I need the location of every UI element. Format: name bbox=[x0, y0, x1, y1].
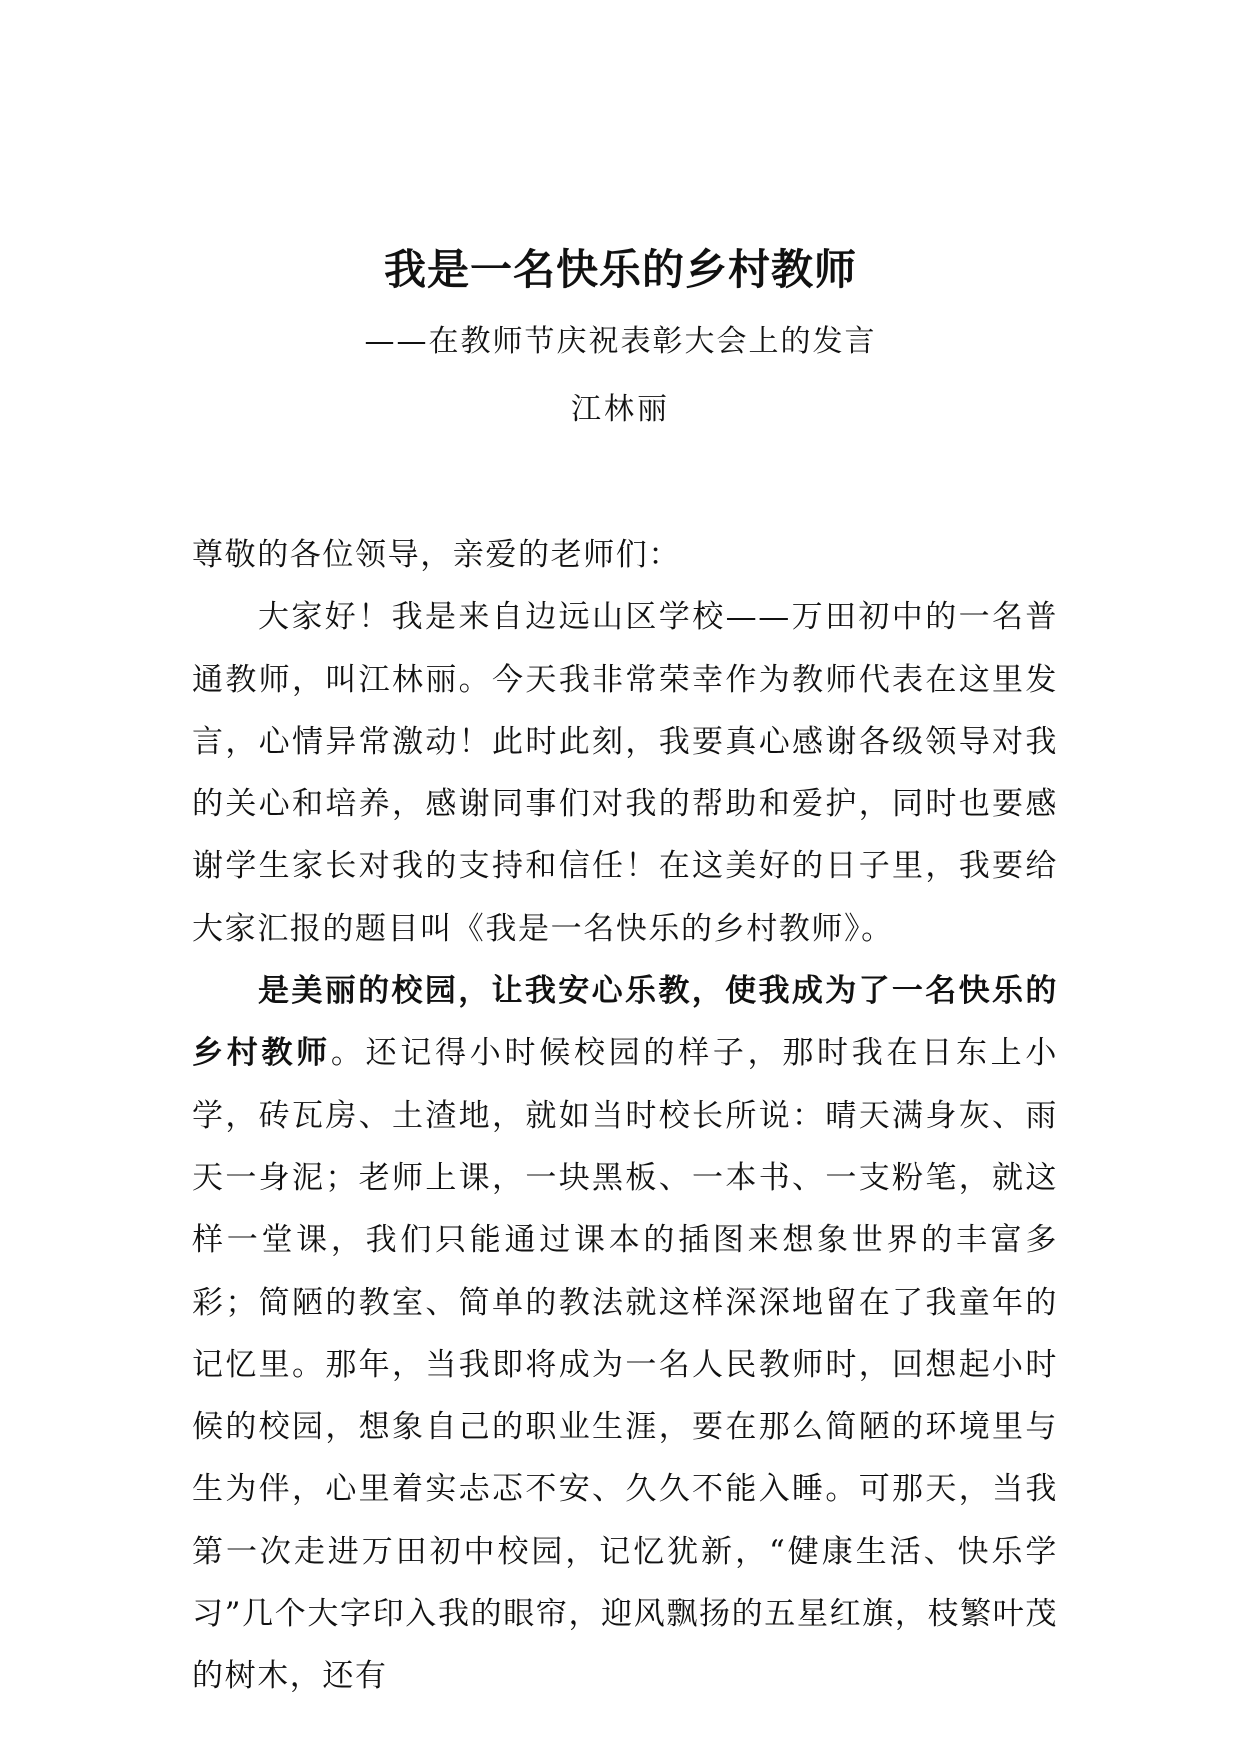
paragraph-greeting: 大家好！我是来自边远山区学校——万田初中的一名普通教师，叫江林丽。今天我非常荣幸作为教师代表在这里发言，心情异常激动！此时此刻，我要真心感谢各级领导对我的关心和培养，感谢同事们对我的帮助和爱护，同时也要感谢学生家长对我的支持和信任！在这美好的日子里，我要给大家汇报的题目叫《我是一名快乐的乡村教师》。 bbox=[192, 599, 1058, 947]
paragraph-campus-text: 。还记得小时候校园的样子，那时我在日东上小学，砖瓦房、土渣地，就如当时校长所说：晴天满身灰、雨天一身泥；老师上课，一块黑板、一本书、一支粉笔，就这样一堂课，我们只能通过课本的插图来想象世界的丰富多彩；简陋的教室、简单的教法就这样深深地留在了我童年的记忆里。那年，当我即将成为一名人民教师时，回想起小时候的校园，想象自己的职业生涯，要在那么简陋的环境里与生为伴，心里着实忐忑不安、久久不能入睡。可那天，当我第一次走进万田初中校园，记忆犹新，“健康生活、快乐学习”几个大字印入我的眼帘，迎风飘扬的五星红旗，枝繁叶茂的树木，还有 bbox=[192, 1035, 1058, 1695]
author-name: 江林丽 bbox=[571, 392, 670, 427]
document-subtitle: ——在教师节庆祝表彰大会上的发言 bbox=[364, 324, 877, 359]
paragraph-heading: 是美丽的校园，让我安心乐教，使我成为了一名快乐的乡村教师 bbox=[192, 973, 1058, 1072]
paragraph-campus bbox=[192, 960, 1058, 1708]
speech-body bbox=[192, 524, 1058, 1708]
salutation: 尊敬的各位领导，亲爱的老师们： bbox=[192, 537, 681, 573]
document-title: 我是一名快乐的乡村教师 bbox=[383, 245, 857, 294]
